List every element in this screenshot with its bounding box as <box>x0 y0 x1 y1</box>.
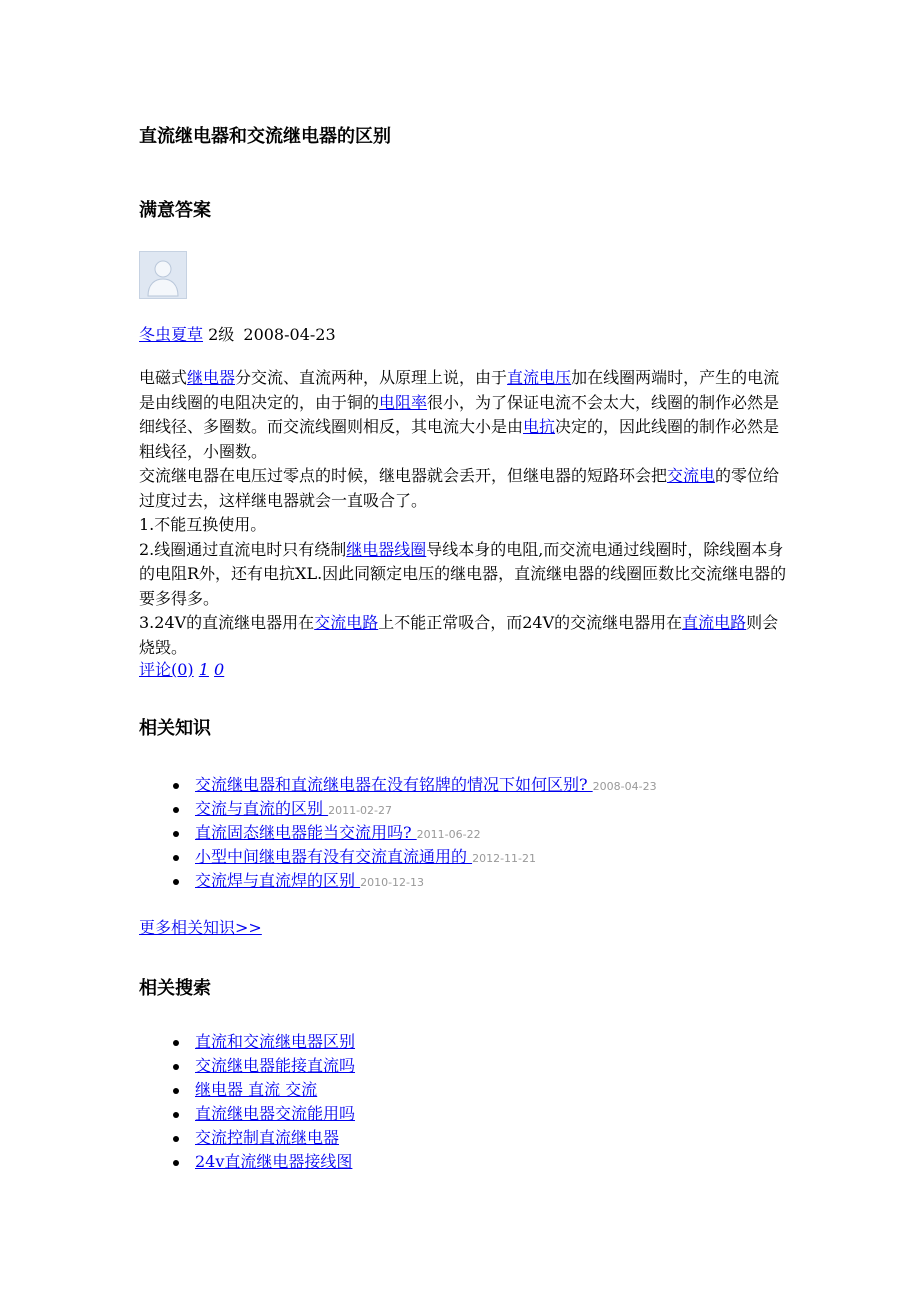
bullet-icon <box>173 831 179 837</box>
item-date: 2008-04-23 <box>592 780 657 793</box>
bullet-icon <box>173 1040 179 1046</box>
list-item <box>195 773 657 797</box>
related-knowledge-link[interactable]: 小型中间继电器有没有交流直流通用的 <box>195 847 473 866</box>
list-item <box>195 1126 355 1150</box>
related-search-link[interactable]: 交流继电器能接直流吗 <box>195 1056 356 1075</box>
related-knowledge-link[interactable]: 直流固态继电器能当交流用吗? <box>195 823 417 842</box>
term-link-relay[interactable]: 继电器 <box>187 368 236 387</box>
answer-text: 电磁式 <box>139 368 188 387</box>
related-search-link[interactable]: 24v直流继电器接线图 <box>195 1152 353 1171</box>
answer-text: 交流继电器在电压过零点的时候，继电器就会丢开，但继电器的短路环会把 <box>139 466 668 485</box>
bullet-icon <box>173 783 179 789</box>
list-item <box>195 821 657 845</box>
comments-link[interactable]: 评论(0) <box>139 660 194 679</box>
bullet-icon <box>173 879 179 885</box>
author-link[interactable]: 冬虫夏草 <box>139 325 204 344</box>
best-answer-heading: 满意答案 <box>139 200 211 221</box>
answer-paragraph <box>139 611 787 660</box>
item-date: 2010-12-13 <box>360 876 425 889</box>
user-avatar-icon <box>139 251 187 299</box>
related-knowledge-list <box>195 773 657 893</box>
list-item <box>195 1078 355 1102</box>
list-item <box>195 797 657 821</box>
related-knowledge-heading: 相关知识 <box>139 718 211 739</box>
list-item <box>195 1102 355 1126</box>
related-search-link[interactable]: 直流继电器交流能用吗 <box>195 1104 356 1123</box>
related-search-link[interactable]: 继电器 直流 交流 <box>195 1080 318 1099</box>
list-item <box>195 869 657 893</box>
vote-up-count: 1 <box>198 660 209 679</box>
answer-paragraph <box>139 366 787 464</box>
page-title: 直流继电器和交流继电器的区别 <box>139 126 391 147</box>
vote-up-link[interactable] <box>199 660 209 679</box>
answer-date: 2008-04-23 <box>243 325 336 344</box>
related-search-heading: 相关搜索 <box>139 978 211 999</box>
term-link-reactance[interactable]: 电抗 <box>523 417 556 436</box>
item-date: 2012-11-21 <box>472 852 537 865</box>
answer-text: 很小，为了保证电流不会太大，线圈的制作必然是细线径、多圈数。而交流线圈则相反，其电流大小是由 <box>139 392 780 436</box>
list-item <box>195 845 657 869</box>
answer-paragraph: 1.不能互换使用。 <box>139 515 267 534</box>
answer-text: 则会烧毁。 <box>139 613 779 657</box>
answer-body <box>139 366 787 660</box>
bullet-icon <box>173 855 179 861</box>
list-item <box>195 1054 355 1078</box>
vote-down-count: 0 <box>214 660 225 679</box>
bullet-icon <box>173 1112 179 1118</box>
term-link-relay-coil[interactable]: 继电器线圈 <box>346 539 427 559</box>
related-search-link[interactable]: 交流控制直流继电器 <box>195 1128 340 1147</box>
answer-text: 分交流、直流两种，从原理上说，由于 <box>235 368 508 387</box>
answer-paragraph <box>139 538 787 612</box>
bullet-icon <box>173 1136 179 1142</box>
bullet-icon <box>173 1064 179 1070</box>
list-item <box>195 1030 355 1054</box>
term-link-ac-circuit[interactable]: 交流电路 <box>314 613 379 632</box>
answer-text: 2.线圈通过直流电时只有绕制 <box>139 539 347 559</box>
term-link-dc-circuit[interactable]: 直流电路 <box>682 613 747 632</box>
answer-text: 加在线圈两端时，产生的电流是由线圈的电阻决定的，由于铜的 <box>139 368 780 412</box>
answer-meta <box>139 322 340 345</box>
term-link-resistivity[interactable]: 电阻率 <box>379 392 428 412</box>
vote-down-link[interactable] <box>214 660 224 679</box>
more-knowledge-link[interactable]: 更多相关知识>> <box>139 918 262 937</box>
answer-text: 决定的，因此线圈的制作必然是粗线径，小圈数。 <box>139 417 780 461</box>
answer-text: 3.24V的直流继电器用在 <box>139 613 315 632</box>
answer-text: 上不能正常吸合，而24V的交流继电器用在 <box>378 613 683 632</box>
item-date: 2011-06-22 <box>416 828 481 841</box>
answer-actions <box>139 657 224 680</box>
related-knowledge-link[interactable]: 交流继电器和直流继电器在没有铭牌的情况下如何区别? <box>195 775 593 794</box>
bullet-icon <box>173 807 179 813</box>
term-link-dc-voltage[interactable]: 直流电压 <box>507 368 572 387</box>
term-link-ac[interactable]: 交流电 <box>667 466 716 485</box>
list-item <box>195 1150 355 1174</box>
related-knowledge-link[interactable]: 交流焊与直流焊的区别 <box>195 871 361 890</box>
bullet-icon <box>173 1160 179 1166</box>
related-knowledge-link[interactable]: 交流与直流的区别 <box>195 799 329 818</box>
bullet-icon <box>173 1088 179 1094</box>
answer-text: 的零位给过度过去，这样继电器就会一直吸合了。 <box>139 466 780 510</box>
answer-paragraph <box>139 464 787 513</box>
related-search-list <box>195 1030 355 1174</box>
author-level: 2级 <box>208 325 235 344</box>
related-search-link[interactable]: 直流和交流继电器区别 <box>195 1032 356 1051</box>
item-date: 2011-02-27 <box>328 804 393 817</box>
answer-text: 导线本身的电阻,而交流电通过线圈时，除线圈本身的电阻R外，还有电抗XL.因此同额定电压的继电器，直流继电器的线圈匝数比交流继电器的要多得多。 <box>139 539 787 608</box>
